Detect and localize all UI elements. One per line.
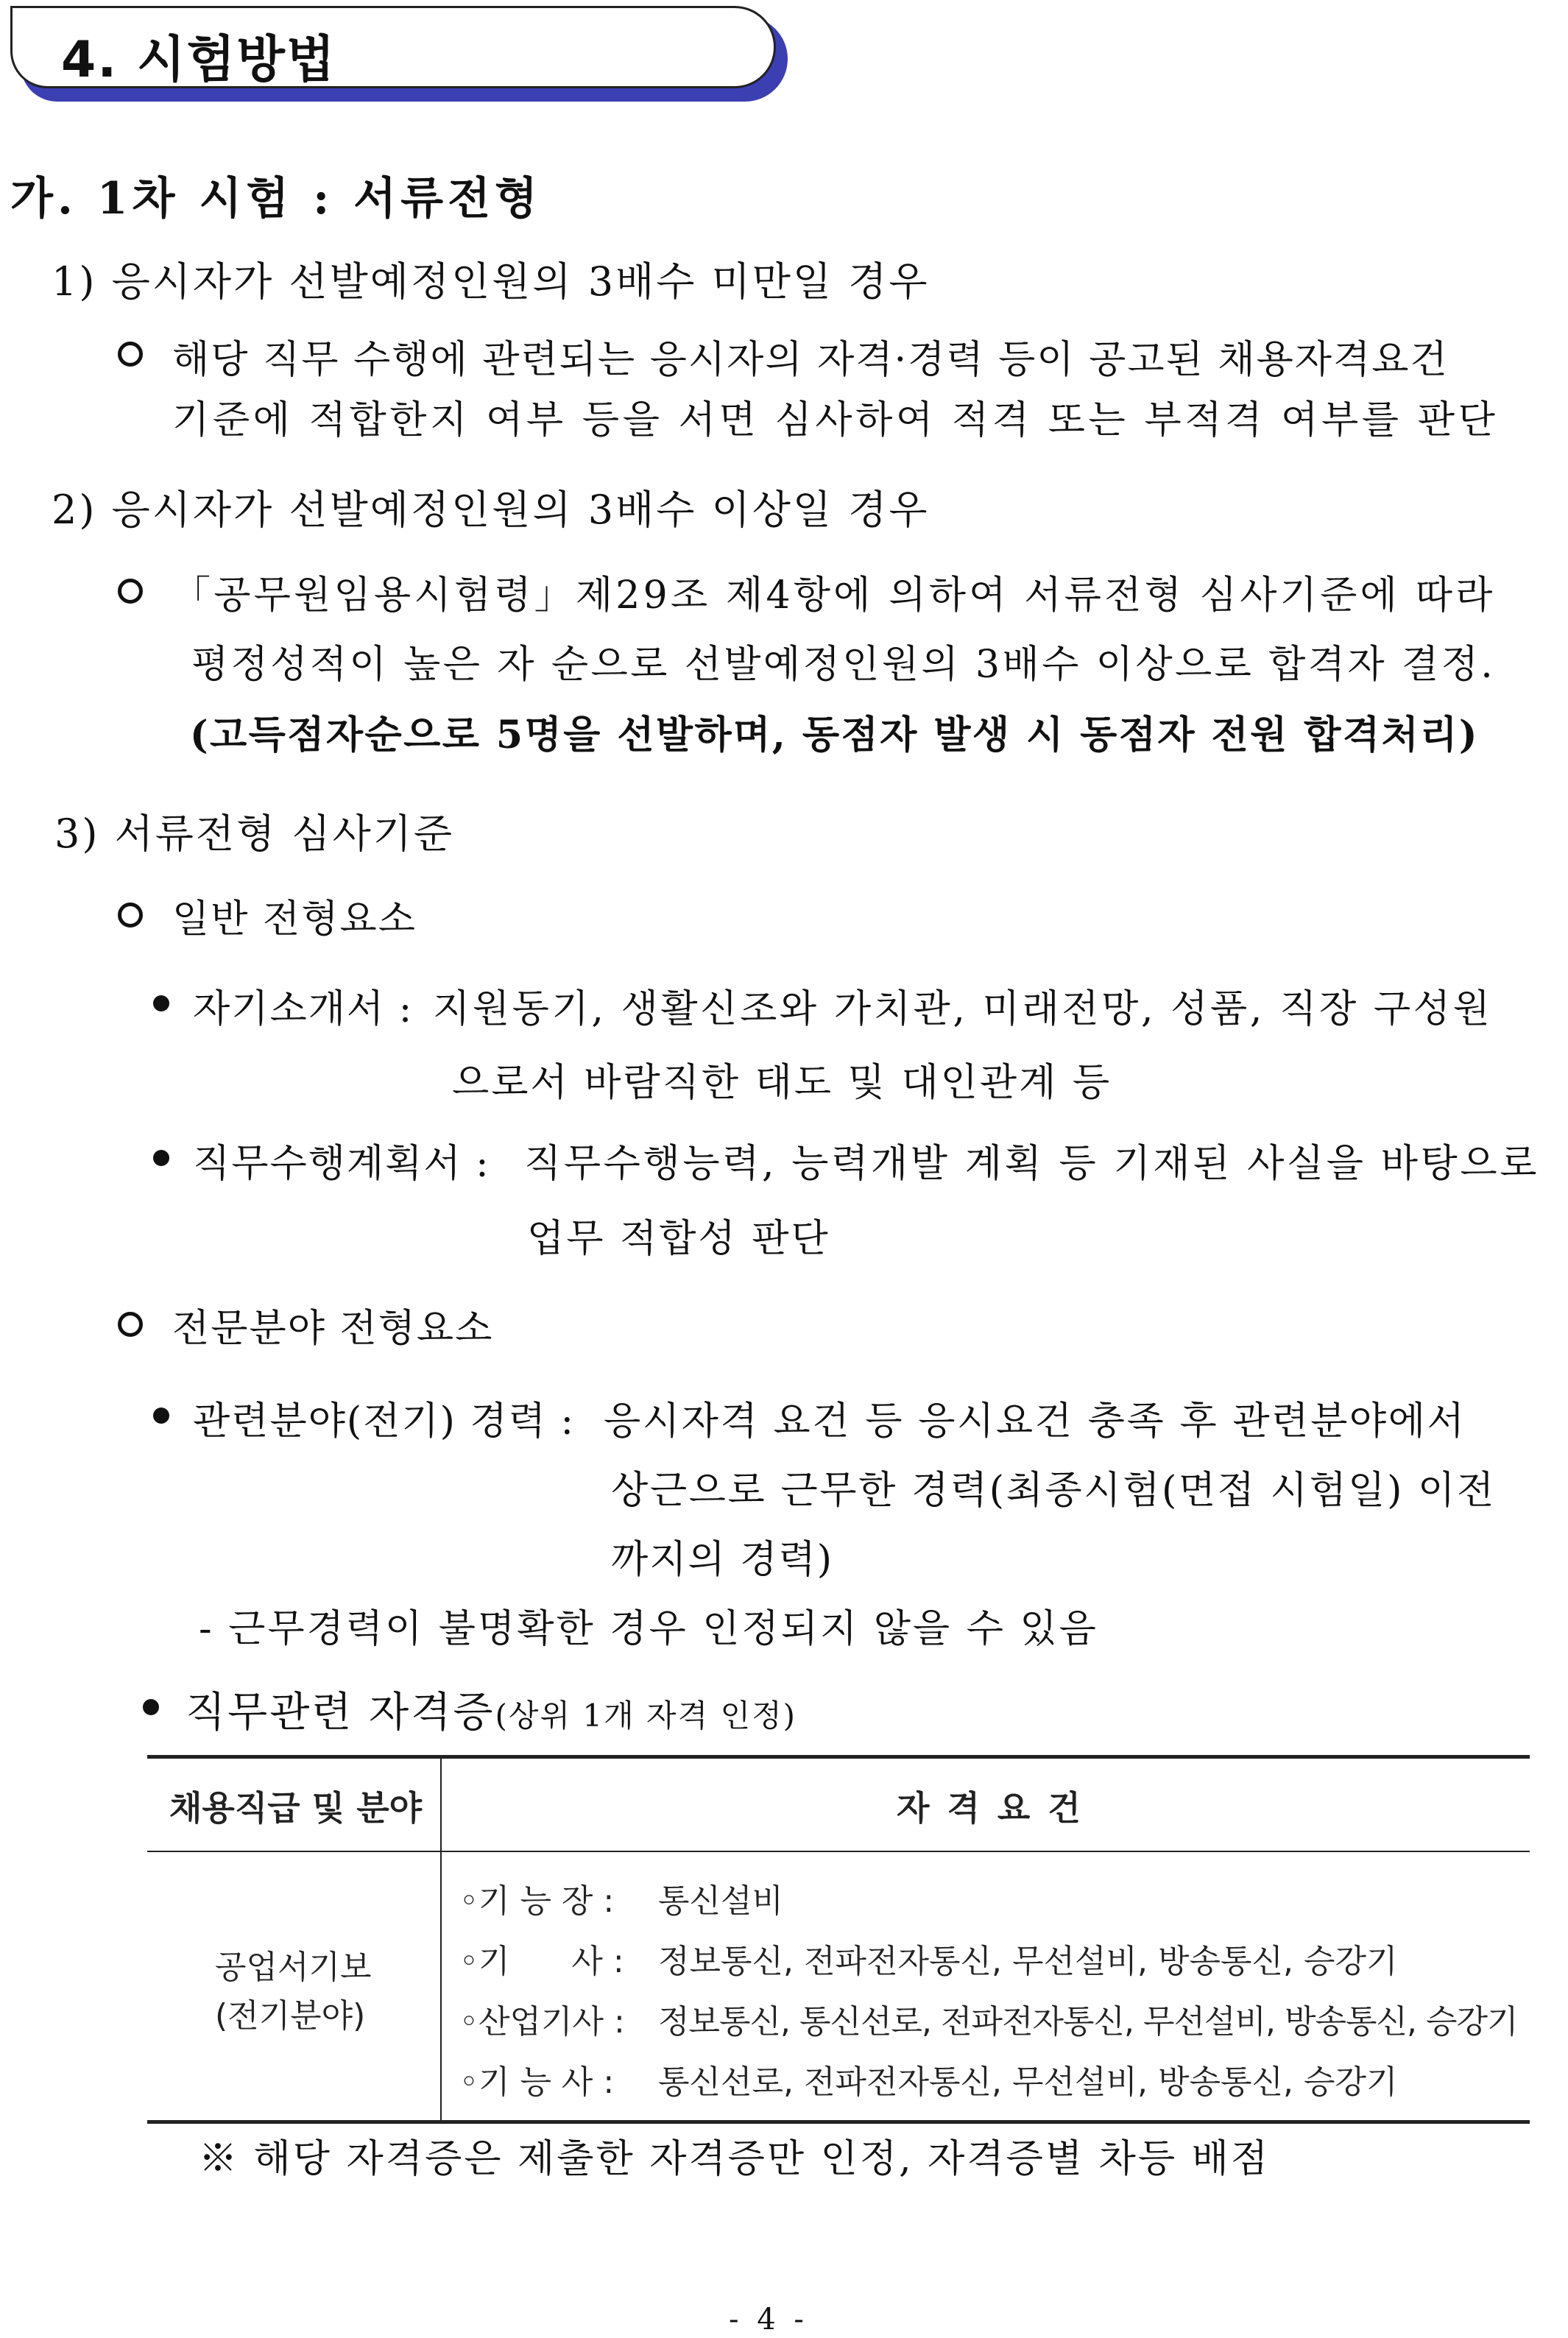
cert-level-value: 통신설비 — [658, 1882, 784, 1920]
page-number: - 4 - — [729, 2303, 808, 2337]
cert-level-label: ◦기 능 사 : — [459, 2063, 615, 2101]
general-item1-line2: 으로서 바람직한 태도 및 대인관계 등 — [452, 1061, 1112, 1105]
circle-bullet-icon — [118, 342, 143, 367]
general-item1-line1: 지원동기, 생활신조와 가치관, 미래전망, 성품, 직장 구성원 — [433, 987, 1493, 1031]
subsection-title: 가. 1차 시험 : 서류전형 — [10, 173, 543, 225]
table-row — [459, 1995, 1517, 2042]
item3-heading: 3) 서류전형 심사기준 — [54, 810, 455, 857]
dot-bullet-icon — [143, 1699, 159, 1715]
item1-heading: 1) 응시자가 선발예정인원의 3배수 미만일 경우 — [52, 258, 930, 305]
cert-level-value: 정보통신, 전파전자통신, 무선설비, 방송통신, 승강기 — [658, 1943, 1398, 1980]
table-row-label-line2: (전기분야) — [215, 1997, 366, 2035]
cert-heading — [186, 1680, 797, 1739]
table-column-divider — [440, 1756, 442, 2122]
table-bottom-border — [147, 2120, 1530, 2124]
table-note: ※ 해당 자격증은 제출한 자격증만 인정, 자격증별 차등 배점 — [199, 2137, 1271, 2181]
table-row-label-line1: 공업서기보 — [215, 1949, 372, 1986]
table-header-border — [147, 1851, 1530, 1852]
circle-bullet-icon — [118, 1312, 143, 1337]
table-top-border — [147, 1755, 1530, 1759]
cert-level-label: ◦기 사 : — [459, 1943, 624, 1980]
circle-bullet-icon — [118, 579, 143, 604]
general-item2-label: 직무수행계획서 : — [193, 1142, 490, 1186]
general-item2-line1: 직무수행능력, 능력개발 계획 등 기재된 사실을 바탕으로 — [524, 1142, 1540, 1186]
table-header-col2: 자 격 요 건 — [897, 1788, 1084, 1828]
cert-level-label: ◦산업기사 : — [459, 2003, 625, 2041]
career-line3: 까지의 경력) — [611, 1538, 833, 1582]
table-row — [459, 2055, 1397, 2102]
general-title: 일반 전형요소 — [172, 897, 417, 942]
cert-level-value: 정보통신, 통신선로, 전파전자통신, 무선설비, 방송통신, 승강기 — [658, 2003, 1518, 2041]
cert-label: 직무관련 자격증 — [186, 1689, 495, 1737]
section-header-box — [10, 6, 776, 88]
cert-sub: (상위 1개 자격 인정) — [495, 1698, 797, 1734]
item2-text-line1: 「공무원임용시험령」제29조 제4항에 의하여 서류전형 심사기준에 따라 — [172, 573, 1496, 618]
dot-bullet-icon — [153, 1150, 169, 1166]
career-note: - 근무경력이 불명확한 경우 인정되지 않을 수 있음 — [199, 1607, 1098, 1651]
career-line1: 응시자격 요건 등 응시요건 충족 후 관련분야에서 — [604, 1399, 1466, 1444]
table-row — [459, 1874, 783, 1921]
cert-level-value: 통신선로, 전파전자통신, 무선설비, 방송통신, 승강기 — [658, 2063, 1398, 2101]
table-header-col1: 채용직급 및 분야 — [169, 1788, 423, 1828]
item2-text-line2: 평정성적이 높은 자 순으로 선발예정인원의 3배수 이상으로 합격자 결정. — [191, 643, 1496, 687]
item2-text-line3: (고득점자순으로 5명을 선발하며, 동점자 발생 시 동점자 전원 합격처리) — [190, 713, 1479, 757]
item1-text-line2: 기준에 적합한지 여부 등을 서면 심사하여 적격 또는 부적격 여부를 판단 — [172, 398, 1499, 442]
career-line2: 상근으로 근무한 경력(최종시험(면접 시험일) 이전 — [611, 1469, 1496, 1513]
general-item2-line2: 업무 적합성 판단 — [527, 1217, 830, 1261]
circle-bullet-icon — [118, 903, 143, 928]
cert-level-label: ◦기 능 장 : — [459, 1882, 615, 1920]
item1-text-line1: 해당 직무 수행에 관련되는 응시자의 자격·경력 등이 공고된 채용자격요건 — [172, 338, 1449, 382]
general-item1-label: 자기소개서 : — [193, 987, 414, 1031]
dot-bullet-icon — [153, 995, 169, 1011]
item2-heading: 2) 응시자가 선발예정인원의 3배수 이상일 경우 — [52, 487, 930, 533]
special-title: 전문분야 전형요소 — [172, 1307, 494, 1351]
career-label: 관련분야(전기) 경력 : — [193, 1399, 576, 1444]
table-row — [459, 1935, 1397, 1982]
dot-bullet-icon — [153, 1408, 169, 1424]
section-header-title: 4. 시험방법 — [61, 31, 336, 89]
